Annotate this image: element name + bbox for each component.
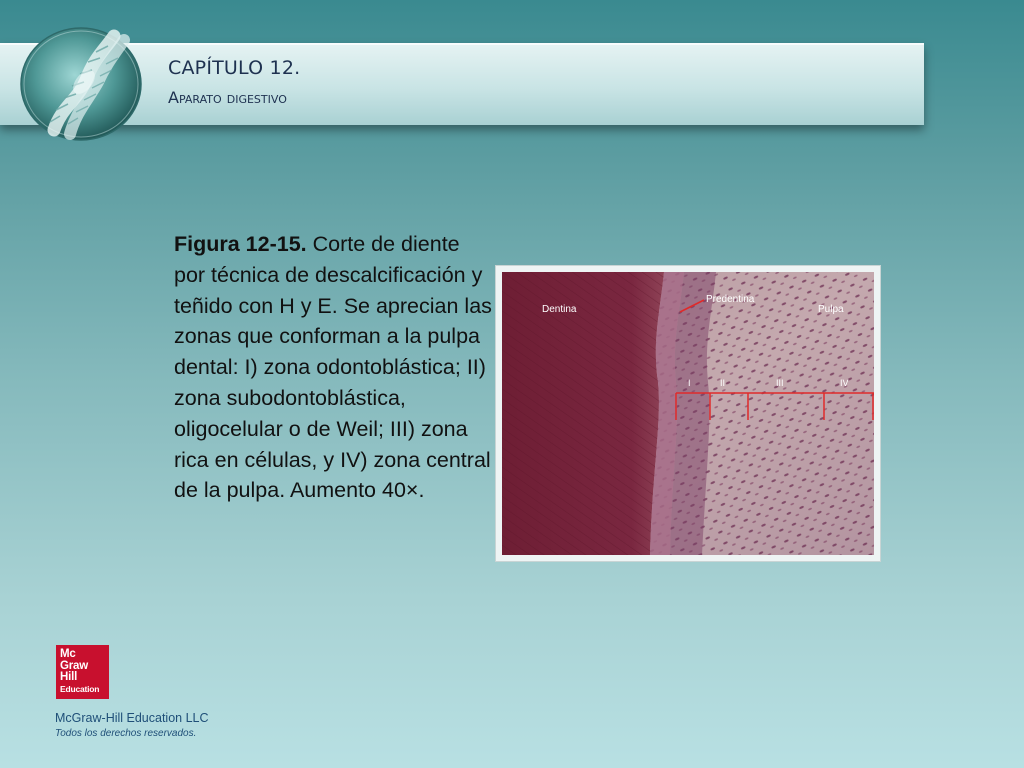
pulpa-label: Pulpa xyxy=(818,304,844,315)
tooth-pulp-micrograph xyxy=(502,272,874,555)
logo-line-graw: Graw xyxy=(60,659,88,672)
chapter-subtitle: Aparato digestivo xyxy=(168,88,287,107)
zone-iv-label: IV xyxy=(840,378,849,388)
predentina-label: Predentina xyxy=(706,294,755,305)
footer-company: McGraw-Hill Education LLC xyxy=(55,711,209,725)
zone-ii-label: II xyxy=(720,378,726,388)
logo-line-education: Education xyxy=(60,683,100,694)
chapter-title: CAPÍTULO 12. xyxy=(168,57,301,79)
figure-caption xyxy=(174,229,494,506)
logo-line-mc: Mc xyxy=(60,648,76,660)
micrograph-frame xyxy=(495,265,881,562)
chromosome-emblem-icon xyxy=(20,26,142,142)
zone-i-label: I xyxy=(688,378,691,388)
figure-caption-text: Corte de diente por técnica de descalcificación y teñido con H y E. Se aprecian las zonas que conforman a la pulpa dental: I) zona odontoblástica; II) zona subodontoblástica, oligocelular o de Weil; III) zona rica en células, y IV) zona central de la pulpa. Aumento 40×. xyxy=(174,232,492,503)
logo-line-hill: Hill xyxy=(60,671,78,683)
zone-iii-label: III xyxy=(776,378,784,388)
footer-rights: Todos los derechos reservados. xyxy=(55,728,197,739)
mcgraw-hill-logo xyxy=(56,645,109,699)
dentina-label: Dentina xyxy=(542,304,577,315)
figure-label: Figura 12-15. xyxy=(174,232,307,256)
